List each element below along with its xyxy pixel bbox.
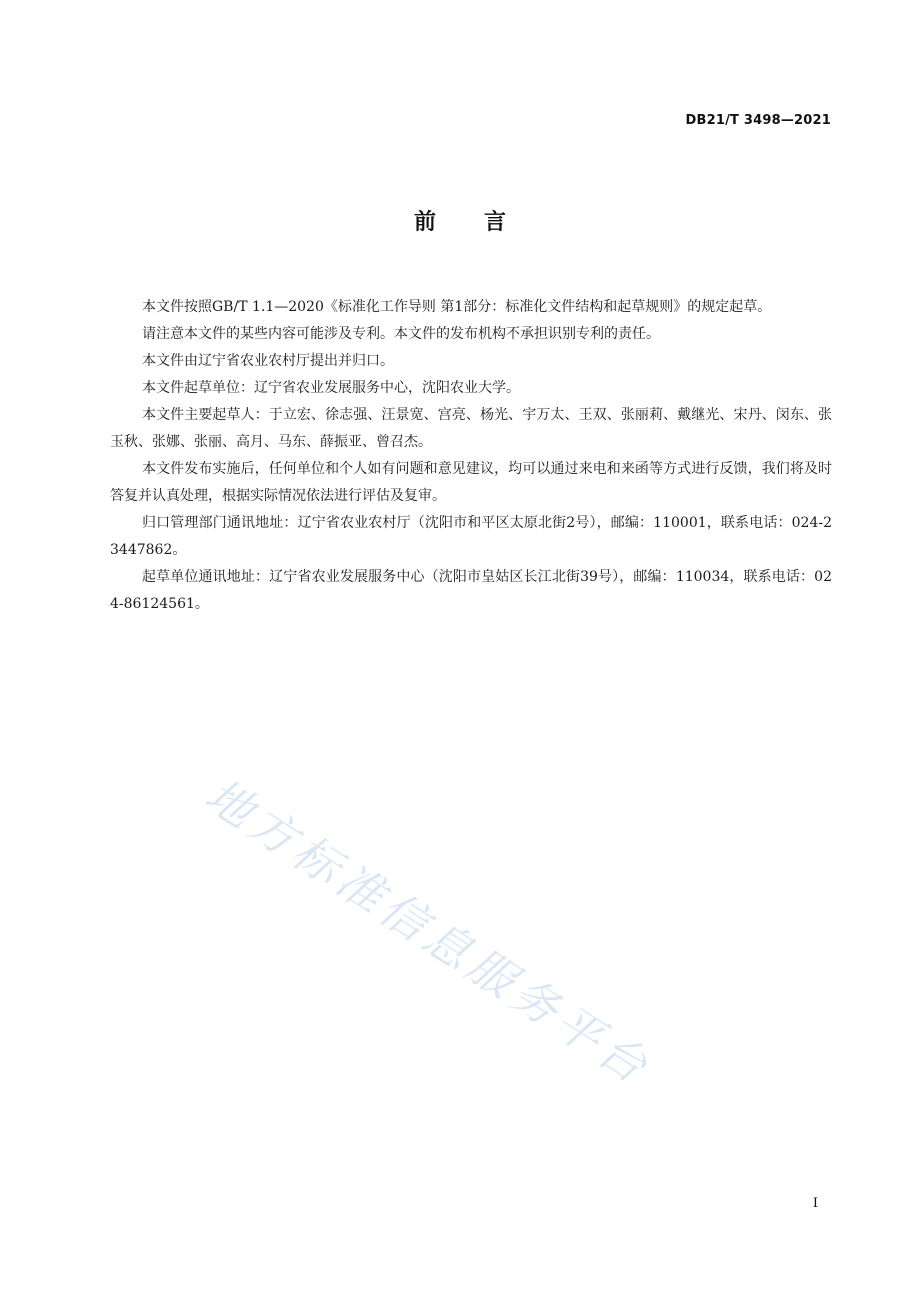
paragraph-proposer: 本文件由辽宁省农业农村厅提出并归口。 [142, 353, 394, 369]
page-title [0, 205, 920, 236]
page-title-char-2: 言 [484, 210, 507, 235]
page-title-char-1: 前 [413, 210, 436, 235]
paragraph-drafters: 本文件主要起草人：于立宏、徐志强、汪景宽、宫亮、杨光、宇万太、王双、张丽莉、戴继光、宋丹、闵东、张玉秋、张娜、张丽、高月、马东、薛振亚、曾召杰。 [110, 407, 832, 450]
page-number: I [812, 1196, 818, 1211]
paragraph-patent-notice: 请注意本文件的某些内容可能涉及专利。本文件的发布机构不承担识别专利的责任。 [142, 326, 660, 342]
paragraph-drafting-units: 本文件起草单位：辽宁省农业发展服务中心，沈阳农业大学。 [142, 380, 520, 396]
watermark: 地方标准信息服务平台 [195, 767, 662, 1097]
header-standard-code: DB21/T 3498—2021 [685, 113, 831, 128]
paragraph-feedback: 本文件发布实施后，任何单位和个人如有问题和意见建议，均可以通过来电和来函等方式进行反馈，我们将及时答复并认真处理，根据实际情况依法进行评估及复审。 [110, 461, 832, 504]
document-body [110, 294, 832, 618]
paragraph-drafting-rule: 本文件按照GB/T 1.1—2020《标准化工作导则 第1部分：标准化文件结构和起草规则》的规定起草。 [142, 299, 772, 315]
paragraph-drafter-address: 起草单位通讯地址：辽宁省农业发展服务中心（沈阳市皇姑区长江北街39号），邮编：110034，联系电话：024-86124561。 [110, 569, 832, 612]
paragraph-admin-address: 归口管理部门通讯地址：辽宁省农业农村厅（沈阳市和平区太原北街2号），邮编：110001，联系电话：024-23447862。 [110, 515, 832, 558]
